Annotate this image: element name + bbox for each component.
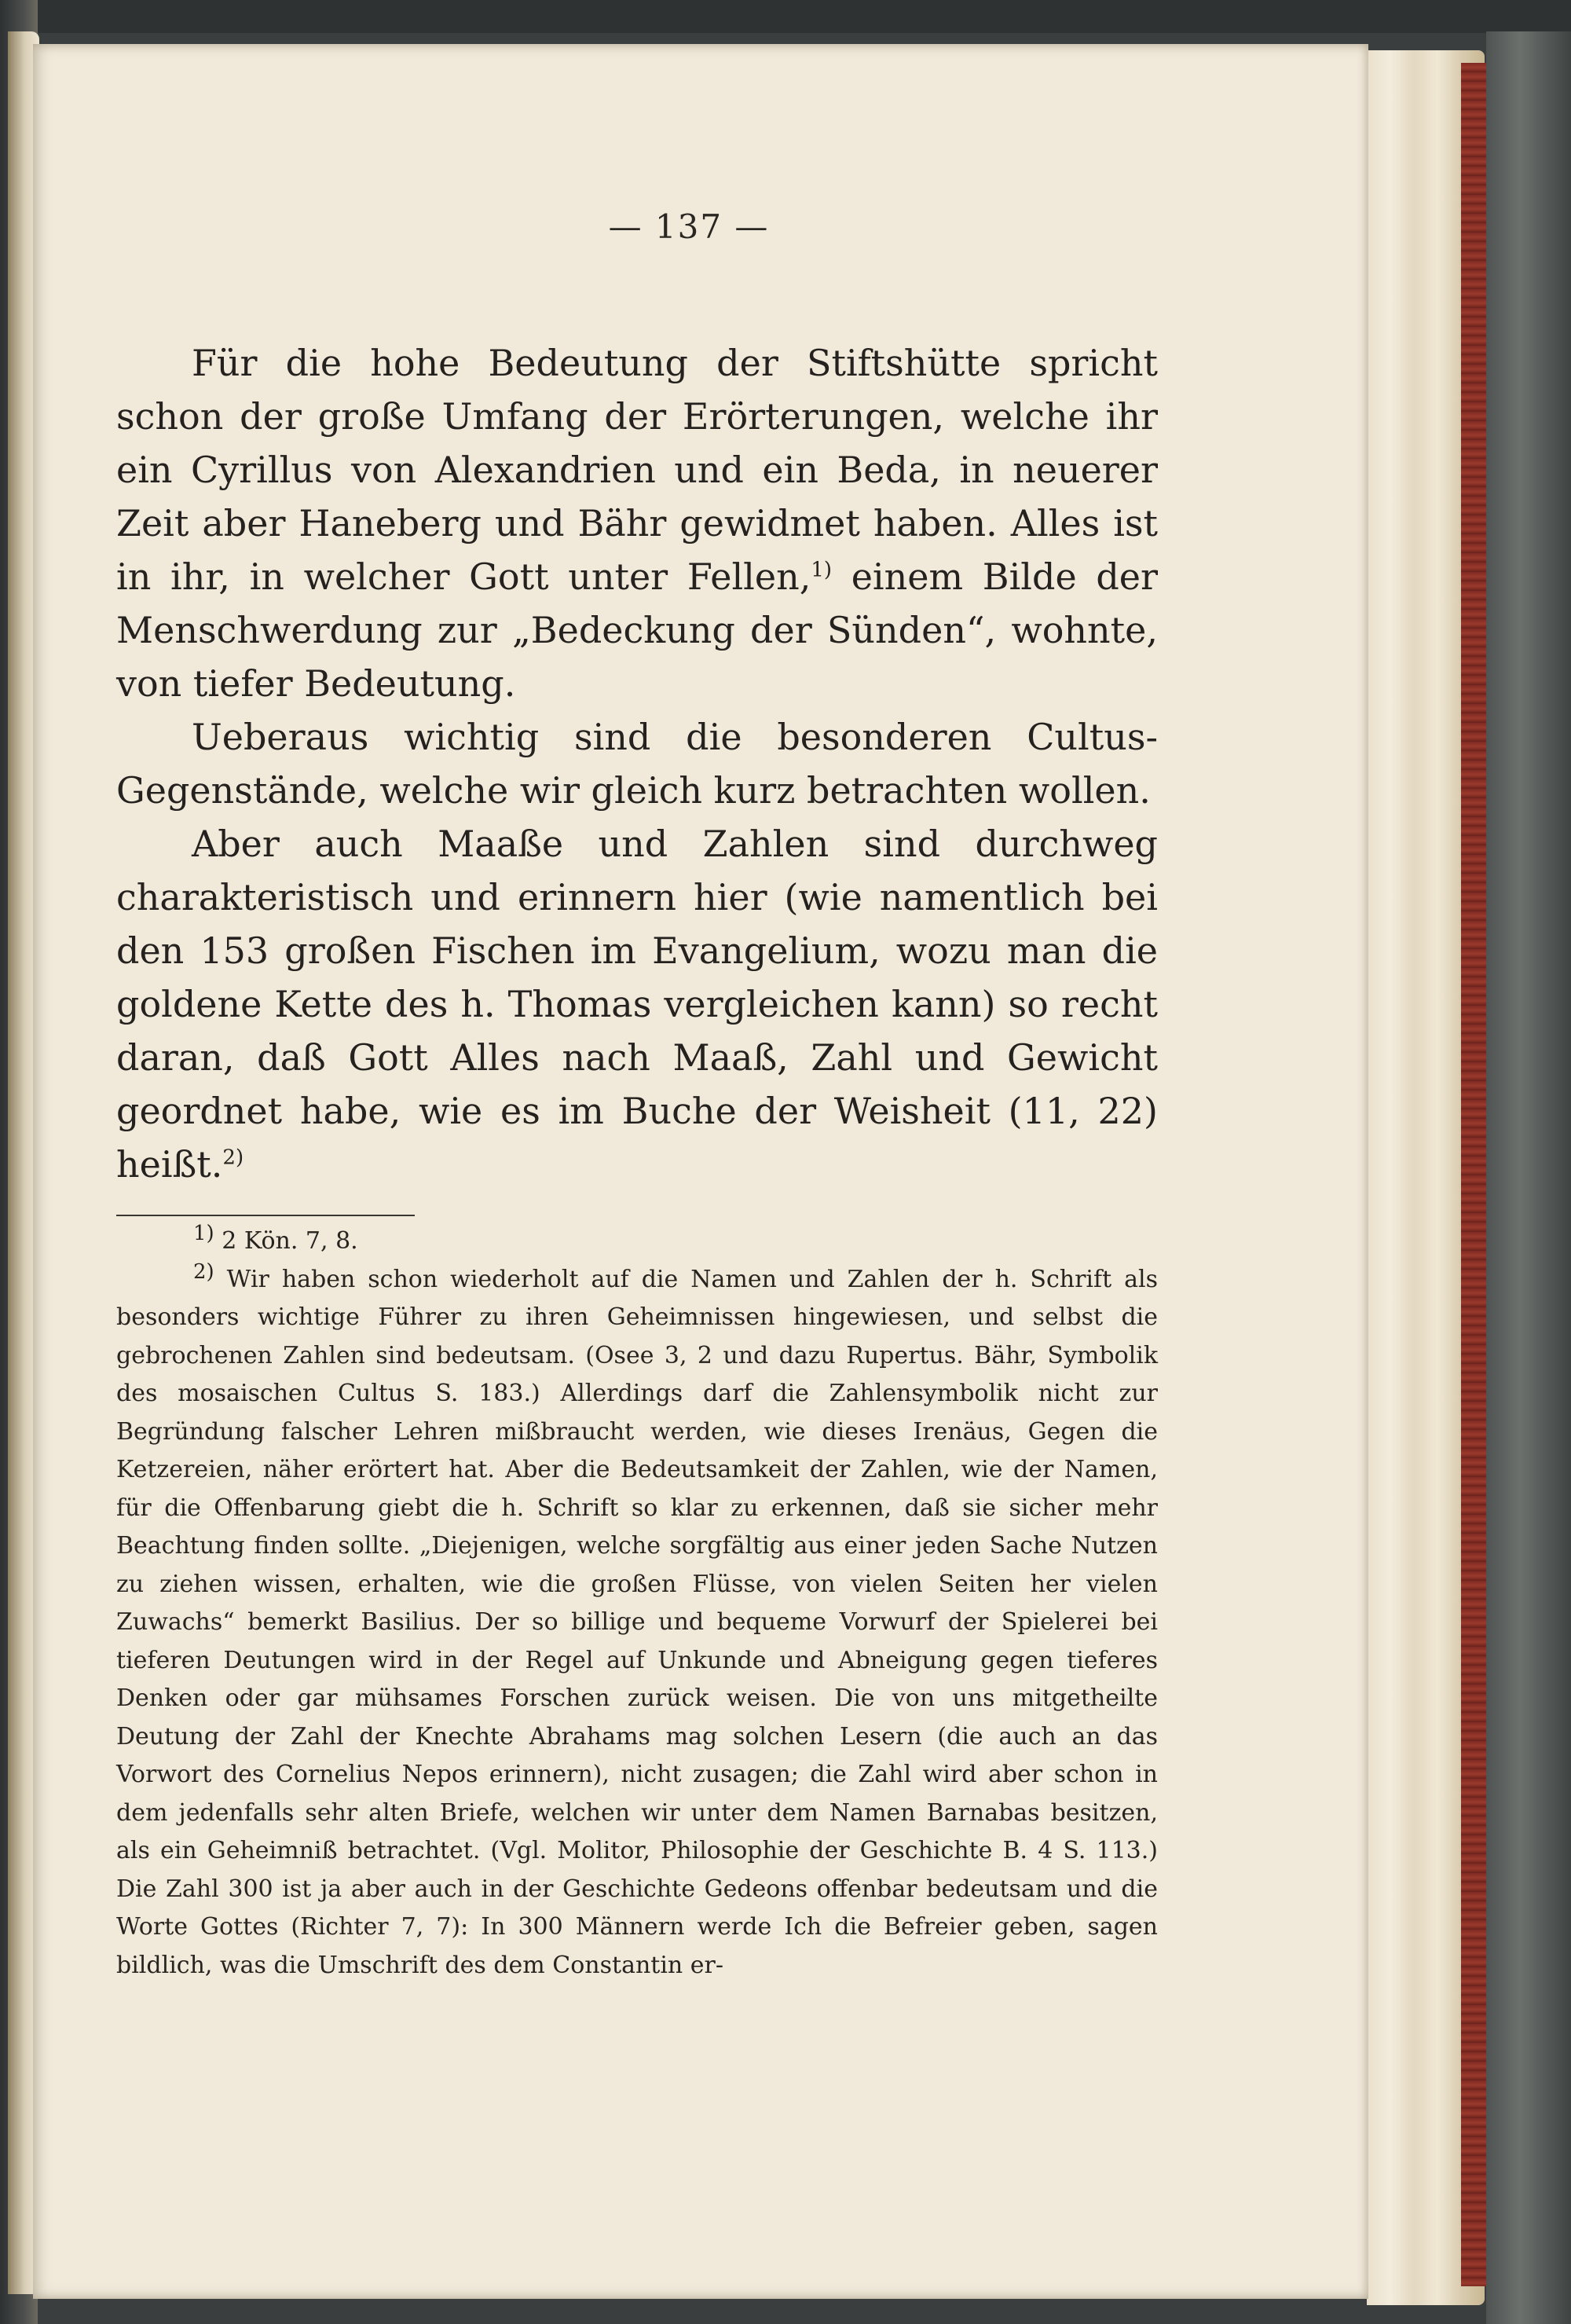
red-edge-binding (1461, 63, 1486, 2286)
footnote-marker-2: 2) (193, 1259, 214, 1284)
footnote-1: $^{1)}$ 2 Kön. 7, 8. (193, 1222, 358, 1255)
book-page (33, 44, 1368, 2299)
paragraph-3: Aber auch Maaße und Zahlen sind durchweg charakteristisch und erinnern hier (wie namentlich bei den 153 großen Fischen im Evangelium, wozu man die goldene Kette des h. Thomas vergleichen kann) so recht daran, daß Gott Alles nach Maaß, Zahl und Gewicht geordnet habe, wie es im Buche der Weisheit (11, 22) heißt.$^{2)}$ (116, 823, 1158, 1186)
footnotes (116, 1222, 1158, 1985)
main-text (116, 336, 1158, 1191)
page-number: — 137 — (608, 207, 770, 246)
footnote-divider (116, 1215, 415, 1216)
book-cover-right (1486, 31, 1571, 2324)
footnote-ref-2: 2) (222, 1146, 244, 1170)
paragraph-2: Ueberaus wichtig sind die besonderen Cultus-Gegenstände, welche wir gleich kurz betrachten wollen. (116, 716, 1158, 812)
book-cover-top (0, 0, 1571, 33)
footnote-marker-1: 1) (193, 1222, 214, 1245)
footnote-ref-1: 1) (811, 558, 833, 582)
paragraph-1: Für die hohe Bedeutung der Stiftshütte spricht schon der große Umfang der Erörterungen, welche ihr ein Cyrillus von Alexandrien und ein Beda, in neuerer Zeit aber Haneberg und Bähr gewidmet haben. Alles ist in ihr, in welcher Gott unter Fellen,$^{1)}$ einem Bilde der Menschwerdung zur „Bedeckung der Sünden“, wohnte, von tiefer Bedeutung. (116, 342, 1159, 705)
footnote-2: $^{2)}$ Wir haben schon wiederholt auf die Namen und Zahlen der h. Schrift als besonders wichtige Führer zu ihren Geheimnissen hingewiesen, und selbst die gebrochenen Zahlen sind bedeutsam. (Osee 3, 2 und dazu Rupertus. Bähr, Symbolik des mosaischen Cultus S. 183.) Allerdings darf die Zahlensymbolik nicht zur Begründung falscher Lehren mißbraucht werden, wie dieses Irenäus, Gegen die Ketzereien, näher erörtert hat. Aber die Bedeutsamkeit der Zahlen, wie der Namen, für die Offenbarung giebt die h. Schrift so klar zu erkennen, daß sie sicher mehr Beachtung finden sollte. „Diejenigen, welche sorgfältig aus einer jeden Sache Nutzen zu ziehen wissen, erhalten, wie die großen Flüsse, von vielen Seiten her vielen Zuwachs“ bemerkt Basilius. Der so billige und bequeme Vorwurf der Spielerei bei tieferen Deutungen wird in der Regel auf Unkunde und Abneigung gegen tieferes Denken oder gar mühsames Forschen zurück weisen. Die von uns mitgetheilte Deutung der Zahl der Knechte Abrahams mag solchen Lesern (die auch an das Vorwort des Cornelius Nepos erinnern), nicht zusagen; die Zahl wird aber schon in dem jedenfalls sehr alten Briefe, welchen wir unter dem Namen Barnabas besitzen, als ein Geheimniß betrachtet. (Vgl. Molitor, Philosophie der Geschichte B. 4 S. 113.) Die Zahl 300 ist ja aber auch in der Geschichte Gedeons offenbar bedeutsam und die Worte Gottes (Richter 7, 7): In 300 Männern werde Ich die Befreier geben, sagen bildlich, was die Umschrift des dem Constantin er- (116, 1259, 1158, 1979)
